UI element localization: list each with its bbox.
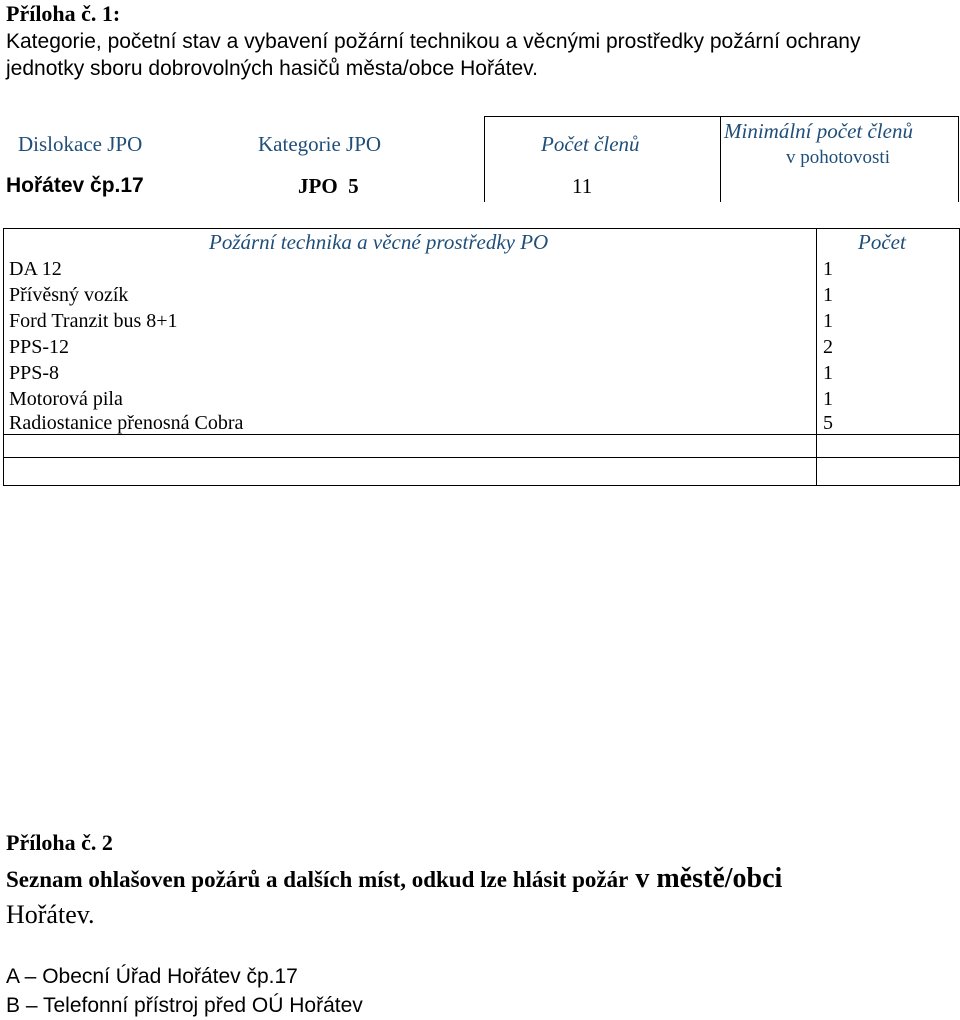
equipment-name: Motorová pila xyxy=(9,388,123,410)
equipment-header-count: Počet xyxy=(858,230,906,254)
equipment-header-name: Požární technika a věcné prostředky PO xyxy=(209,230,549,254)
header-dislocation: Dislokace JPO xyxy=(18,132,143,156)
equipment-row xyxy=(6,258,856,284)
header-member-count: Počet členů xyxy=(541,132,640,156)
unit-table-divider-right xyxy=(720,116,721,202)
equipment-table xyxy=(3,228,960,486)
equipment-table-row-divider-2 xyxy=(3,457,960,458)
unit-table-border-right xyxy=(958,116,959,202)
equipment-count: 5 xyxy=(823,412,833,434)
attachment-2-title: Příloha č. 2 xyxy=(6,830,113,855)
attachment-2-description-line-1 xyxy=(6,863,782,895)
equipment-row xyxy=(6,336,856,362)
equipment-count: 1 xyxy=(823,310,833,332)
equipment-name: PPS-12 xyxy=(9,336,70,358)
list-item: A – Obecní Úřad Hořátev čp.17 xyxy=(6,965,298,988)
unit-category-value: JPO 5 xyxy=(298,174,359,198)
equipment-row xyxy=(6,310,856,336)
attachment-2-description-part-1: Seznam ohlašoven požárů a dalších míst, odkud lze hlásit požár xyxy=(6,867,629,892)
unit-table-top-border xyxy=(484,116,959,117)
equipment-name: PPS-8 xyxy=(9,362,60,384)
equipment-name: DA 12 xyxy=(9,258,62,280)
attachment-1-title: Příloha č. 1: xyxy=(6,1,121,26)
equipment-count: 1 xyxy=(823,362,833,384)
equipment-count: 2 xyxy=(823,336,833,358)
unit-member-count-value: 11 xyxy=(572,174,593,198)
attachment-1-description-line-2: jednotky sboru dobrovolných hasičů města/obce Hořátev. xyxy=(6,57,538,80)
header-min-ready-line-1: Minimální počet členů xyxy=(724,119,913,143)
header-category: Kategorie JPO xyxy=(258,132,382,156)
attachment-1-description-line-1: Kategorie, početní stav a vybavení požární technikou a věcnými prostředky požární ochrany xyxy=(6,30,861,53)
equipment-row xyxy=(6,362,856,388)
equipment-name: Ford Tranzit bus 8+1 xyxy=(9,310,178,332)
unit-dislocation-value: Hořátev čp.17 xyxy=(6,174,144,197)
attachment-2-description-line-2: Hořátev. xyxy=(6,900,95,929)
equipment-row xyxy=(6,284,856,310)
equipment-count: 1 xyxy=(823,258,833,280)
equipment-name: Přívěsný vozík xyxy=(9,284,129,306)
reporting-places-list xyxy=(6,962,363,1020)
equipment-count: 1 xyxy=(823,388,833,410)
unit-table xyxy=(6,116,959,202)
header-min-ready-line-2: v pohotovosti xyxy=(786,147,890,168)
equipment-row xyxy=(6,388,856,414)
attachment-2-description-part-2: v městě/obci xyxy=(628,863,783,894)
equipment-count: 1 xyxy=(823,284,833,306)
list-item: B – Telefonní přístroj před OÚ Hořátev xyxy=(6,994,363,1017)
equipment-row xyxy=(6,412,856,438)
unit-table-divider-left xyxy=(484,116,485,202)
equipment-name: Radiostanice přenosná Cobra xyxy=(9,412,244,434)
